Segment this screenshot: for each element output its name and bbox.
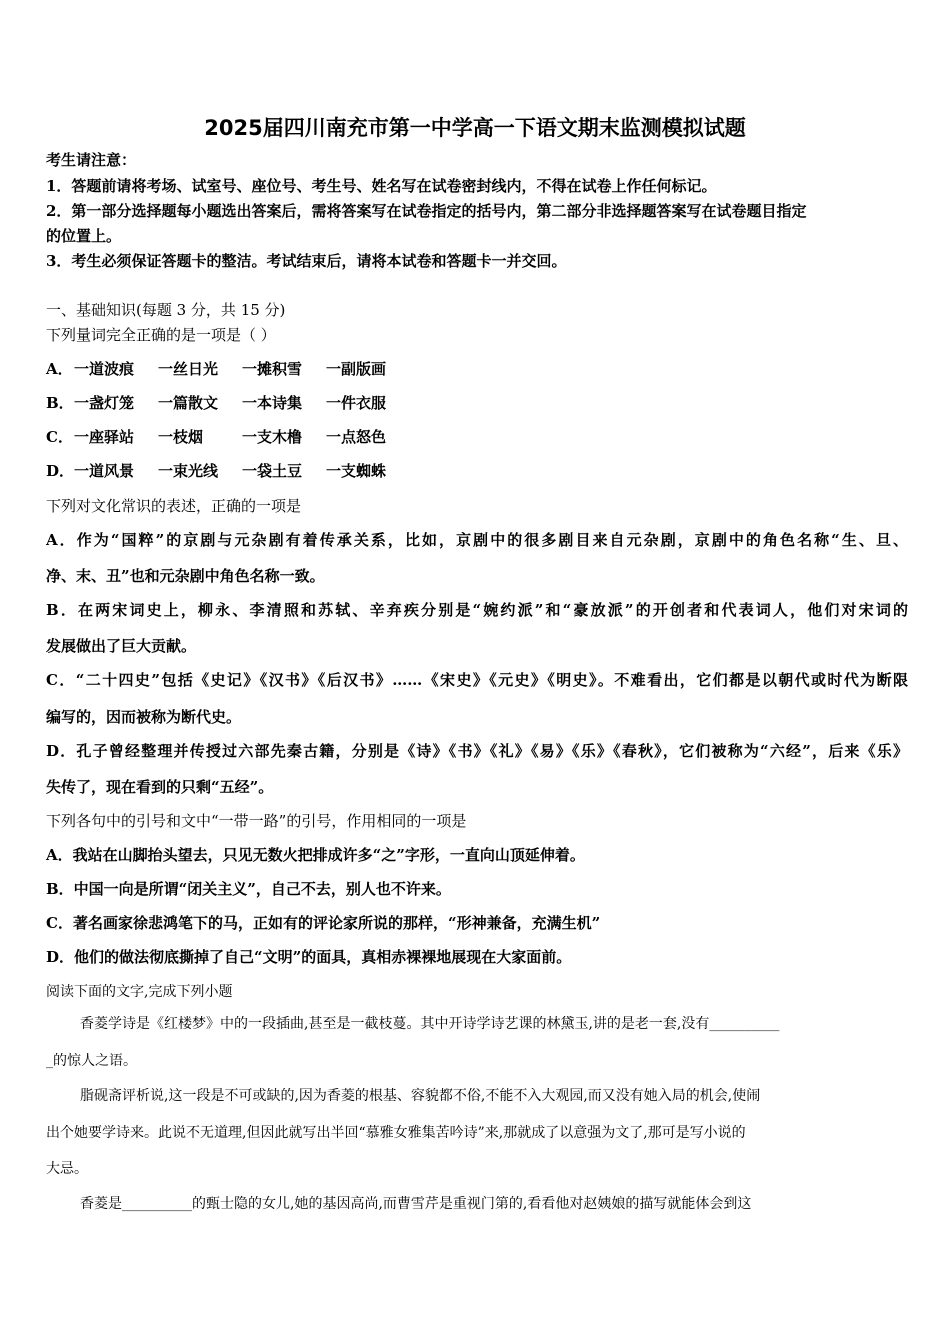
option-word: 一座驿站 (74, 428, 135, 446)
option-word: 一枝烟 (158, 428, 204, 446)
q1-stem: 下列量词完全正确的是一项是（ ） (46, 326, 276, 344)
option-word: 一支蜘蛛 (326, 462, 387, 480)
q2-option-a-cont: 净、末、丑”也和元杂剧中角色名称一致。 (46, 567, 325, 585)
option-word: 一摊积雪 (242, 360, 303, 378)
q1-option-b[interactable] (46, 393, 386, 413)
q1-option-d[interactable] (46, 461, 386, 481)
option-word: 一袋土豆 (242, 462, 303, 480)
option-word: 一点怒色 (326, 428, 387, 446)
q2-option-c[interactable]: C．“二十四史”包括《史记》《汉书》《后汉书》……《宋史》《元史》《明史》。不难看出，它们都是以朝代或时代为断限 (46, 671, 908, 689)
q1-option-c[interactable] (46, 427, 386, 447)
q2-option-d-cont: 失传了，现在看到的只剩“五经”。 (46, 778, 274, 796)
notice-item-2: 2．第一部分选择题每小题选出答案后，需将答案写在试卷指定的括号内，第二部分非选择题答案写在试卷题目指定 (46, 202, 807, 220)
q3-option-a[interactable]: A．我站在山脚抬头望去，只见无数火把排成许多“之”字形，一直向山顶延伸着。 (46, 846, 585, 864)
q3-option-b[interactable]: B．中国一向是所谓“闭关主义”，自己不去，别人也不许来。 (46, 880, 451, 898)
q2-option-c-cont: 编写的，因而被称为断代史。 (46, 708, 242, 726)
option-word: 一束光线 (158, 462, 219, 480)
q2-option-b[interactable]: B．在两宋词史上，柳永、李清照和苏轼、辛弃疾分别是“婉约派”和“豪放派”的开创者和代表词人，他们对宋词的 (46, 601, 908, 619)
option-word: 一盏灯笼 (74, 394, 135, 412)
notice-item-1: 1．答题前请将考场、试室号、座位号、考生号、姓名写在试卷密封线内，不得在试卷上作任何标记。 (46, 177, 717, 195)
reading-paragraph-2-cont: 出个她要学诗来。此说不无道理,但因此就写出半回“慕雅女雅集苦吟诗”来,那就成了以意强为文了,那可是写小说的 (46, 1125, 746, 1141)
q1-option-a[interactable] (46, 359, 386, 379)
q3-stem: 下列各句中的引号和文中“一带一路”的引号，作用相同的一项是 (46, 812, 467, 830)
option-word: 一道风景 (74, 462, 135, 480)
notice-heading: 考生请注意： (46, 151, 137, 169)
notice-item-3: 3．考生必须保证答题卡的整洁。考试结束后，请将本试卷和答题卡一并交回。 (46, 252, 567, 270)
q2-stem: 下列对文化常识的表述，正确的一项是 (46, 497, 302, 515)
reading-paragraph-2: 脂砚斋评析说,这一段是不可或缺的,因为香菱的根基、容貌都不俗,不能不入大观园,而又没有她入局的机会,使闹 (80, 1088, 761, 1104)
reading-paragraph-1: 香菱学诗是《红楼梦》中的一段插曲,甚至是一截枝蔓。其中开诗学诗艺课的林黛玉,讲的是老一套,没有__________ (80, 1016, 780, 1032)
reading-heading: 阅读下面的文字,完成下列小题 (46, 984, 233, 1000)
reading-paragraph-2-end: 大忌。 (46, 1161, 88, 1177)
option-word: 一副版画 (326, 360, 387, 378)
option-letter: C． (46, 428, 73, 446)
option-word: 一道波痕 (74, 360, 135, 378)
option-letter: B． (46, 394, 74, 412)
q3-option-d[interactable]: D．他们的做法彻底撕掉了自己“文明”的面具，真相赤裸裸地展现在大家面前。 (46, 948, 572, 966)
option-word: 一篇散文 (158, 394, 219, 412)
q2-option-d[interactable]: D．孔子曾经整理并传授过六部先秦古籍，分别是《诗》《书》《礼》《易》《乐》《春秋》，它们被称为“六经”，后来《乐》 (46, 742, 908, 760)
reading-paragraph-1-cont: _的惊人之语。 (46, 1053, 137, 1069)
reading-paragraph-3: 香菱是__________的甄士隐的女儿,她的基因高尚,而曹雪芹是重视门第的,看看他对赵姨娘的描写就能体会到这 (80, 1196, 752, 1212)
option-word: 一丝日光 (158, 360, 219, 378)
q2-option-b-cont: 发展做出了巨大贡献。 (46, 637, 197, 655)
option-word: 一本诗集 (242, 394, 303, 412)
q2-option-a[interactable]: A．作为“国粹”的京剧与元杂剧有着传承关系，比如，京剧中的很多剧目来自元杂剧，京剧中的角色名称“生、旦、 (46, 531, 908, 549)
option-letter: D． (46, 462, 75, 480)
section-heading: 一、基础知识(每题 3 分，共 15 分) (46, 301, 286, 319)
q3-option-c[interactable]: C．著名画家徐悲鸿笔下的马，正如有的评论家所说的那样，“形神兼备，充满生机” (46, 914, 601, 932)
option-word: 一支木橹 (242, 428, 303, 446)
option-word: 一件衣服 (326, 394, 387, 412)
option-letter: A． (46, 360, 73, 378)
page-title: 2025届四川南充市第一中学高一下语文期末监测模拟试题 (204, 116, 746, 140)
notice-item-2-cont: 的位置上。 (46, 227, 122, 245)
